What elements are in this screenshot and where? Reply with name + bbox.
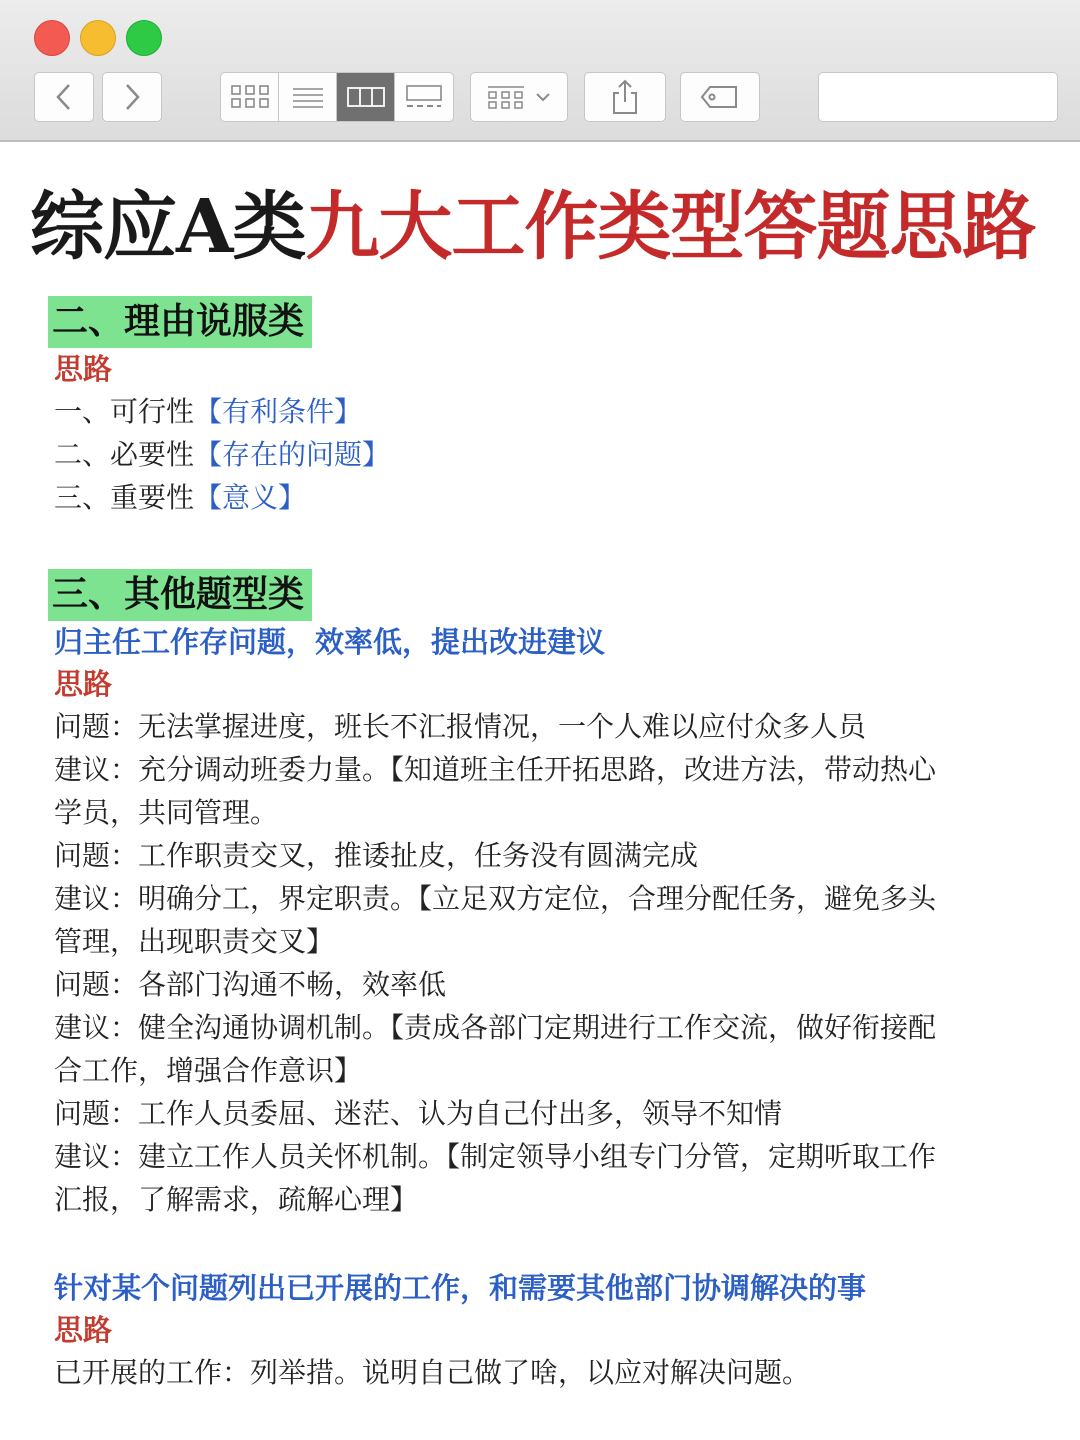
gallery-view-button[interactable]	[395, 73, 453, 121]
column-view-button[interactable]	[337, 73, 395, 121]
tags-button[interactable]	[680, 72, 760, 122]
forward-button[interactable]	[102, 72, 162, 122]
text-line: 建议：明确分工，界定职责。【立足双方定位，合理分配任务，避免多头	[54, 882, 937, 915]
search-input[interactable]	[839, 85, 1080, 110]
text-line: 建议：充分调动班委力量。【知道班主任开拓思路，改进方法，带动热心	[54, 753, 937, 786]
list-icon	[291, 85, 325, 109]
question-1-title: 归主任工作存问题，效率低，提出改进建议	[54, 625, 606, 659]
grid-icon	[230, 84, 270, 110]
back-button[interactable]	[34, 72, 94, 122]
question-2-title: 针对某个问题列出已开展的工作，和需要其他部门协调解决的事	[54, 1271, 867, 1305]
page-title	[30, 168, 1060, 274]
question-1-label: 思路	[54, 667, 113, 701]
text-line: 建议：健全沟通协调机制。【责成各部门定期进行工作交流，做好衔接配	[54, 1011, 937, 1044]
text-line: 问题：工作人员委屈、迷茫、认为自己付出多，领导不知情	[54, 1097, 783, 1130]
text-line: 问题：无法掌握进度，班长不汇报情况，一个人难以应付众多人员	[54, 710, 867, 743]
text-line: 学员，共同管理。	[54, 796, 279, 829]
icon-view-button[interactable]	[221, 73, 279, 121]
text-line: 管理，出现职责交叉】	[54, 925, 335, 958]
section-2-item	[54, 476, 1044, 519]
share-button[interactable]	[584, 72, 666, 122]
question-2-label: 思路	[54, 1313, 113, 1347]
text-line: 问题：工作职责交叉，推诿扯皮，任务没有圆满完成	[54, 839, 699, 872]
columns-icon	[346, 85, 386, 109]
item-note: 【存在的问题】	[194, 438, 391, 471]
share-icon	[610, 79, 640, 115]
list-view-button[interactable]	[279, 73, 337, 121]
chevron-down-icon	[534, 91, 552, 103]
view-mode-segmented-control	[220, 72, 454, 122]
zoom-window-button[interactable]	[126, 20, 162, 56]
page-title-red-part: 九大工作类型答题思路	[305, 184, 1036, 270]
section-2-item	[54, 433, 1044, 476]
page-title-black-part: 综应A类	[30, 184, 306, 270]
text-line: 问题：各部门沟通不畅，效率低	[54, 968, 447, 1001]
chevron-left-icon	[54, 82, 74, 112]
window-toolbar	[0, 0, 1080, 142]
section-3-heading: 三、其他题型类	[48, 569, 312, 621]
text-line: 已开展的工作：列举措。说明自己做了啥，以应对解决问题。	[54, 1356, 811, 1389]
section-2-heading: 二、理由说服类	[48, 296, 312, 348]
minimize-window-button[interactable]	[80, 20, 116, 56]
item-note: 【有利条件】	[194, 395, 363, 428]
chevron-right-icon	[122, 82, 142, 112]
item-note: 【意义】	[194, 481, 307, 514]
tag-icon	[700, 84, 740, 110]
gallery-icon	[404, 84, 444, 110]
text-line: 建议：建立工作人员关怀机制。【制定领导小组专门分管，定期听取工作	[54, 1140, 937, 1173]
text-line: 合工作，增强合作意识】	[54, 1054, 363, 1087]
group-grid-icon	[486, 84, 526, 110]
text-line: 汇报，了解需求，疏解心理】	[54, 1183, 419, 1216]
group-by-button[interactable]	[470, 72, 568, 122]
item-text: 三、重要性	[54, 481, 195, 514]
section-2-label: 思路	[54, 352, 113, 386]
search-field[interactable]	[818, 72, 1058, 122]
close-window-button[interactable]	[34, 20, 70, 56]
item-text: 一、可行性	[54, 395, 195, 428]
section-2-item	[54, 390, 1044, 433]
item-text: 二、必要性	[54, 438, 195, 471]
document-body	[54, 296, 1044, 1394]
